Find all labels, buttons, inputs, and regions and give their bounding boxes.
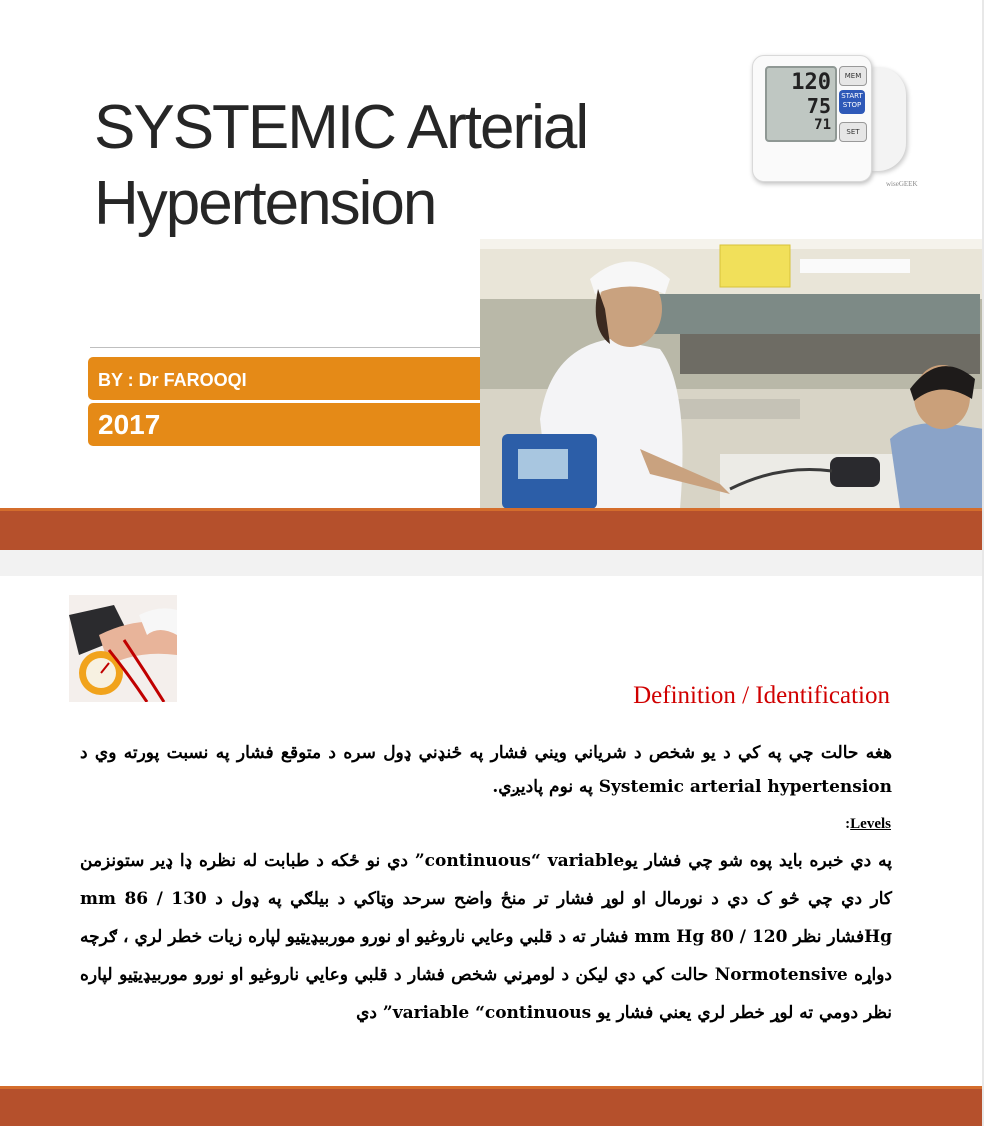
hospital-scene-illustration xyxy=(480,239,984,509)
definition-paragraph: هغه حالت چي په کي د يو شخص د شرياني ويني فشار په ځنډني ډول سره د متوقع فشار په نسبت پورته وي د Systemic arterial hypertension په نوم پاديږي. xyxy=(80,743,892,797)
mem-button-label: MEM xyxy=(839,66,867,86)
title-slide xyxy=(0,0,984,550)
bp-cuff-illustration xyxy=(69,595,177,702)
title-line-2: Hypertension xyxy=(94,169,436,238)
title-line-1: SYSTEMIC Arterial xyxy=(94,93,588,162)
bp-cuff-gauge-image xyxy=(69,595,177,702)
slide1-footer-band xyxy=(0,508,984,550)
year-bar: 2017 xyxy=(88,403,508,446)
levels-text: Levels xyxy=(850,816,891,832)
set-button-label: SET xyxy=(839,122,867,142)
definition-slide xyxy=(0,576,984,1126)
slide-title xyxy=(94,90,694,242)
author-bar: BY : Dr FAROOQI xyxy=(88,357,508,400)
title-divider xyxy=(90,347,485,348)
monitor-screen xyxy=(765,66,837,142)
diastolic-reading: 75 xyxy=(806,94,831,118)
slide2-footer-band xyxy=(0,1086,984,1126)
levels-colon: : xyxy=(845,816,851,832)
stop-label: STOP xyxy=(842,101,862,109)
systolic-reading: 120 xyxy=(791,70,831,95)
slide-gap xyxy=(0,550,984,576)
nurse-measuring-blood-pressure-photo xyxy=(480,239,984,509)
start-stop-button-label xyxy=(839,90,865,114)
monitor-body xyxy=(752,55,872,182)
levels-label xyxy=(845,816,891,833)
start-label: START xyxy=(841,92,863,100)
image-credit: wiseGEEK xyxy=(886,180,918,188)
definition-heading: Definition / Identification xyxy=(633,682,890,709)
levels-paragraph: په دي خبره باید پوه شو چي فشار يو‏variable‏ “continuous” دي نو ځکه د طبابت له نظره ډا ډير ستونزمن کار دي چي څو ک دي د نورمال او لوړ فشار تر منځ واضح سرحد وټاکي د بيلګي په ډول د 130 / 86 mm Hgفشار نظر 120 / 80 mm Hg فشار ته د قلبي وعايي ناروغيو او نورو موربيډيټيو لپاره زيات خطر لري ، ګرچه دواړه Normotensive حالت کي دي ليکن د لومړني شخص فشار د قلبي وعايي ناروغيو او نورو موربيډيټيو لپاره نظر دومي ته لوړ خطر لري يعني فشار يو variable “continuous” دي xyxy=(80,851,893,1023)
pulse-reading: 71 xyxy=(814,117,831,133)
blood-pressure-monitor-image xyxy=(752,55,918,188)
